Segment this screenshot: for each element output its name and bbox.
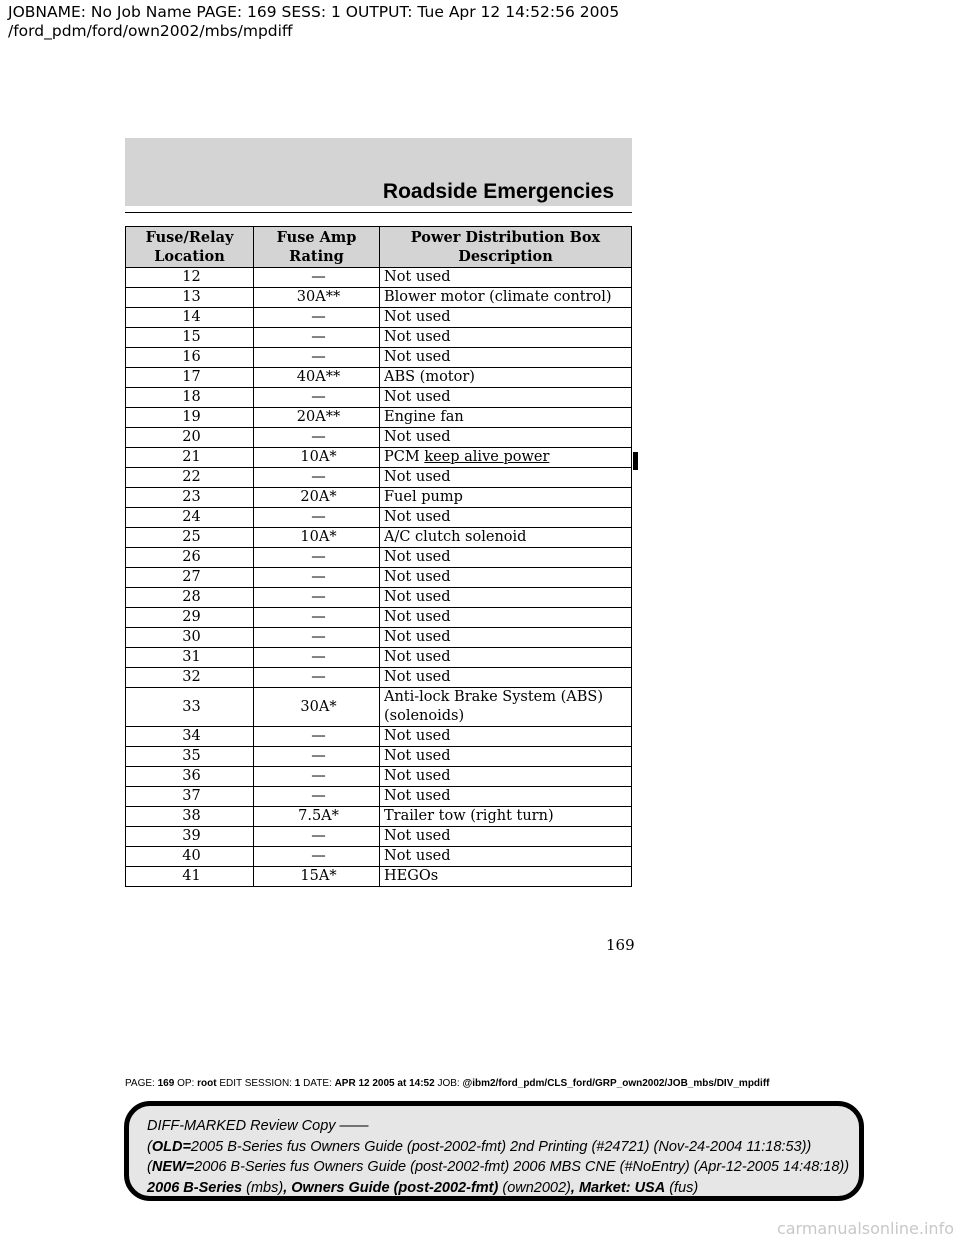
header-rule xyxy=(125,212,632,213)
cell-location: 21 xyxy=(126,448,254,468)
cell-description xyxy=(380,488,632,508)
cell-location: 19 xyxy=(126,408,254,428)
diff-new-text: 2006 B-Series fus Owners Guide (post-2002-fmt) 2006 MBS CNE (#NoEntry) (Apr-12-2005 14:48:18)) xyxy=(194,1159,850,1175)
table-row xyxy=(126,368,632,388)
cell-location: 18 xyxy=(126,388,254,408)
cell-location: 39 xyxy=(126,827,254,847)
description-text: Not used xyxy=(384,429,451,445)
cell-location: 27 xyxy=(126,568,254,588)
cell-rating: 15A* xyxy=(254,867,380,887)
description-text: Not used xyxy=(384,329,451,345)
description-changed-text: keep alive power xyxy=(424,449,550,465)
cell-location: 33 xyxy=(126,688,254,727)
cell-description xyxy=(380,827,632,847)
description-text: Not used xyxy=(384,788,451,804)
cell-description xyxy=(380,268,632,288)
table-row xyxy=(126,787,632,807)
cell-description xyxy=(380,468,632,488)
cell-location: 14 xyxy=(126,308,254,328)
cell-rating: — xyxy=(254,628,380,648)
cell-location: 12 xyxy=(126,268,254,288)
description-text: Engine fan xyxy=(384,409,464,425)
table-row xyxy=(126,648,632,668)
cell-description xyxy=(380,767,632,787)
cell-location: 41 xyxy=(126,867,254,887)
section-header-band xyxy=(125,138,632,206)
watermark: carmanualsonline.info xyxy=(776,1219,954,1238)
cell-rating: 30A** xyxy=(254,288,380,308)
diff-product-line xyxy=(147,1178,841,1199)
cell-location: 17 xyxy=(126,368,254,388)
footer-page-label: PAGE: xyxy=(125,1078,155,1089)
description-text: Not used xyxy=(384,728,451,744)
footer-date-label: DATE: xyxy=(303,1078,332,1089)
description-text: Fuel pump xyxy=(384,489,463,505)
description-text: Not used xyxy=(384,669,451,685)
cell-description xyxy=(380,448,632,468)
cell-location: 40 xyxy=(126,847,254,867)
cell-description xyxy=(380,548,632,568)
cell-location: 31 xyxy=(126,648,254,668)
table-row xyxy=(126,807,632,827)
cell-rating: — xyxy=(254,767,380,787)
cell-description xyxy=(380,588,632,608)
footer-line xyxy=(125,1078,955,1089)
header-rating: Fuse Amp Rating xyxy=(254,227,380,268)
diff-new-line: (NEW=2006 B-Series fus Owners Guide (post-2002-fmt) 2006 MBS CNE (#NoEntry) (Apr-12-2005 14:48:18)) xyxy=(147,1159,850,1175)
diff-market-code: (fus) xyxy=(665,1179,699,1196)
cell-description xyxy=(380,668,632,688)
cell-description xyxy=(380,648,632,668)
cell-rating: — xyxy=(254,308,380,328)
description-text: Not used xyxy=(384,569,451,585)
diff-old-text: 2005 B-Series fus Owners Guide (post-2002-fmt) 2nd Printing (#24721) (Nov-24-2004 11:18:53)) xyxy=(190,1138,812,1155)
header-location: Fuse/Relay Location xyxy=(126,227,254,268)
table-row xyxy=(126,528,632,548)
cell-rating: — xyxy=(254,428,380,448)
description-text: Not used xyxy=(384,768,451,784)
description-text-line2: (solenoids) xyxy=(384,708,465,724)
cell-rating: — xyxy=(254,608,380,628)
cell-rating: 40A** xyxy=(254,368,380,388)
description-text: Not used xyxy=(384,269,451,285)
cell-rating: — xyxy=(254,328,380,348)
diff-product: 2006 B-Series xyxy=(147,1179,243,1196)
cell-rating: — xyxy=(254,348,380,368)
cell-location: 30 xyxy=(126,628,254,648)
table-row xyxy=(126,348,632,368)
cell-location: 38 xyxy=(126,807,254,827)
table-row xyxy=(126,488,632,508)
cell-rating: — xyxy=(254,468,380,488)
table-row xyxy=(126,668,632,688)
cell-location: 36 xyxy=(126,767,254,787)
cell-rating: 30A* xyxy=(254,688,380,727)
cell-description xyxy=(380,328,632,348)
diff-title: DIFF-MARKED Review Copy —— xyxy=(147,1118,369,1134)
table-row xyxy=(126,468,632,488)
description-text: Not used xyxy=(384,509,451,525)
table-row xyxy=(126,408,632,428)
diff-old-label: OLD= xyxy=(151,1138,191,1155)
diff-review-box xyxy=(124,1101,864,1201)
cell-rating: — xyxy=(254,747,380,767)
cell-description xyxy=(380,288,632,308)
header-description: Power Distribution Box Description xyxy=(380,227,632,268)
description-text: Not used xyxy=(384,629,451,645)
job-header-line1: JOBNAME: No Job Name PAGE: 169 SESS: 1 OUTPUT: Tue Apr 12 14:52:56 2005 xyxy=(8,3,620,21)
table-row xyxy=(126,508,632,528)
cell-rating: — xyxy=(254,268,380,288)
cell-location: 16 xyxy=(126,348,254,368)
cell-description xyxy=(380,368,632,388)
cell-description xyxy=(380,847,632,867)
footer-session-value: 1 xyxy=(294,1078,301,1089)
description-text: Not used xyxy=(384,469,451,485)
cell-description xyxy=(380,528,632,548)
table-row xyxy=(126,867,632,887)
cell-location: 25 xyxy=(126,528,254,548)
description-text: Anti-lock Brake System (ABS) xyxy=(384,689,603,705)
cell-location: 26 xyxy=(126,548,254,568)
description-text: HEGOs xyxy=(384,868,439,884)
diff-old-line: (OLD=2005 B-Series fus Owners Guide (post-2002-fmt) 2nd Printing (#24721) (Nov-24-2004 11:18:53)) xyxy=(147,1138,812,1155)
cell-rating: — xyxy=(254,508,380,528)
cell-description xyxy=(380,608,632,628)
description-text: Not used xyxy=(384,389,451,405)
job-header-line2: /ford_pdm/ford/own2002/mbs/mpdiff xyxy=(8,22,293,40)
cell-rating: — xyxy=(254,787,380,807)
description-text: Not used xyxy=(384,828,451,844)
footer-job-label: JOB: xyxy=(437,1078,460,1089)
description-text: Not used xyxy=(384,349,451,365)
table-row xyxy=(126,588,632,608)
section-title: Roadside Emergencies xyxy=(382,180,614,203)
cell-description xyxy=(380,727,632,747)
footer-page-value: 169 xyxy=(157,1078,175,1089)
description-text: Blower motor (climate control) xyxy=(384,289,612,305)
cell-description xyxy=(380,408,632,428)
footer-op-value: root xyxy=(197,1078,217,1089)
cell-description xyxy=(380,428,632,448)
cell-rating: — xyxy=(254,548,380,568)
footer-op-label: OP: xyxy=(177,1078,195,1089)
description-text: Not used xyxy=(384,589,451,605)
cell-location: 37 xyxy=(126,787,254,807)
cell-location: 13 xyxy=(126,288,254,308)
page-number: 169 xyxy=(606,936,635,954)
cell-location: 35 xyxy=(126,747,254,767)
table-row xyxy=(126,288,632,308)
cell-location: 15 xyxy=(126,328,254,348)
table-row xyxy=(126,548,632,568)
table-row xyxy=(126,308,632,328)
cell-rating: — xyxy=(254,648,380,668)
table-row xyxy=(126,847,632,867)
cell-location: 34 xyxy=(126,727,254,747)
footer-job-value: @ibm2/ford_pdm/CLS_ford/GRP_own2002/JOB_mbs/DIV_mpdiff xyxy=(462,1078,770,1089)
description-text: Not used xyxy=(384,609,451,625)
description-text: Not used xyxy=(384,748,451,764)
table-row xyxy=(126,688,632,727)
cell-description xyxy=(380,628,632,648)
cell-location: 20 xyxy=(126,428,254,448)
cell-description xyxy=(380,308,632,328)
cell-description xyxy=(380,508,632,528)
cell-description xyxy=(380,388,632,408)
cell-rating: 10A* xyxy=(254,528,380,548)
cell-description xyxy=(380,688,632,727)
description-text: Not used xyxy=(384,649,451,665)
table-row xyxy=(126,568,632,588)
cell-description xyxy=(380,867,632,887)
table-row xyxy=(126,608,632,628)
job-header xyxy=(8,3,948,41)
description-text: Not used xyxy=(384,549,451,565)
cell-rating: — xyxy=(254,588,380,608)
cell-rating: — xyxy=(254,568,380,588)
diff-market: USA xyxy=(634,1179,666,1196)
table-header-row xyxy=(126,227,632,268)
table-row xyxy=(126,767,632,787)
diff-product-code: (mbs) xyxy=(242,1179,284,1196)
description-text: Not used xyxy=(384,848,451,864)
cell-description xyxy=(380,348,632,368)
cell-rating: 7.5A* xyxy=(254,807,380,827)
cell-description xyxy=(380,747,632,767)
table-row xyxy=(126,628,632,648)
cell-location: 28 xyxy=(126,588,254,608)
cell-description xyxy=(380,568,632,588)
footer-session-label: EDIT SESSION: xyxy=(219,1078,292,1089)
cell-rating: — xyxy=(254,847,380,867)
cell-description xyxy=(380,787,632,807)
cell-rating: 20A* xyxy=(254,488,380,508)
table-row xyxy=(126,827,632,847)
diff-new-label: NEW= xyxy=(151,1159,195,1175)
cell-location: 22 xyxy=(126,468,254,488)
footer-date-value: APR 12 2005 at 14:52 xyxy=(334,1078,435,1089)
change-bar xyxy=(633,452,638,470)
table-row xyxy=(126,388,632,408)
cell-rating: — xyxy=(254,727,380,747)
table-row xyxy=(126,328,632,348)
cell-description xyxy=(380,807,632,827)
description-text: Trailer tow (right turn) xyxy=(384,808,554,824)
description-text: Not used xyxy=(384,309,451,325)
cell-location: 29 xyxy=(126,608,254,628)
diff-guide-code: (own2002) xyxy=(498,1179,571,1196)
cell-rating: 10A* xyxy=(254,448,380,468)
diff-market-label: , Market: xyxy=(570,1179,635,1196)
table-row xyxy=(126,747,632,767)
description-text: ABS (motor) xyxy=(384,369,475,385)
cell-rating: — xyxy=(254,668,380,688)
table-row xyxy=(126,268,632,288)
cell-location: 23 xyxy=(126,488,254,508)
diff-guide: , Owners Guide (post-2002-fmt) xyxy=(283,1179,499,1196)
table-row xyxy=(126,428,632,448)
cell-location: 24 xyxy=(126,508,254,528)
fuse-table-body xyxy=(126,268,632,887)
description-text: PCM xyxy=(384,449,425,465)
cell-location: 32 xyxy=(126,668,254,688)
description-text: A/C clutch solenoid xyxy=(384,529,527,545)
cell-rating: — xyxy=(254,388,380,408)
table-row xyxy=(126,727,632,747)
table-row xyxy=(126,448,632,468)
fuse-table xyxy=(125,226,632,887)
cell-rating: — xyxy=(254,827,380,847)
cell-rating: 20A** xyxy=(254,408,380,428)
